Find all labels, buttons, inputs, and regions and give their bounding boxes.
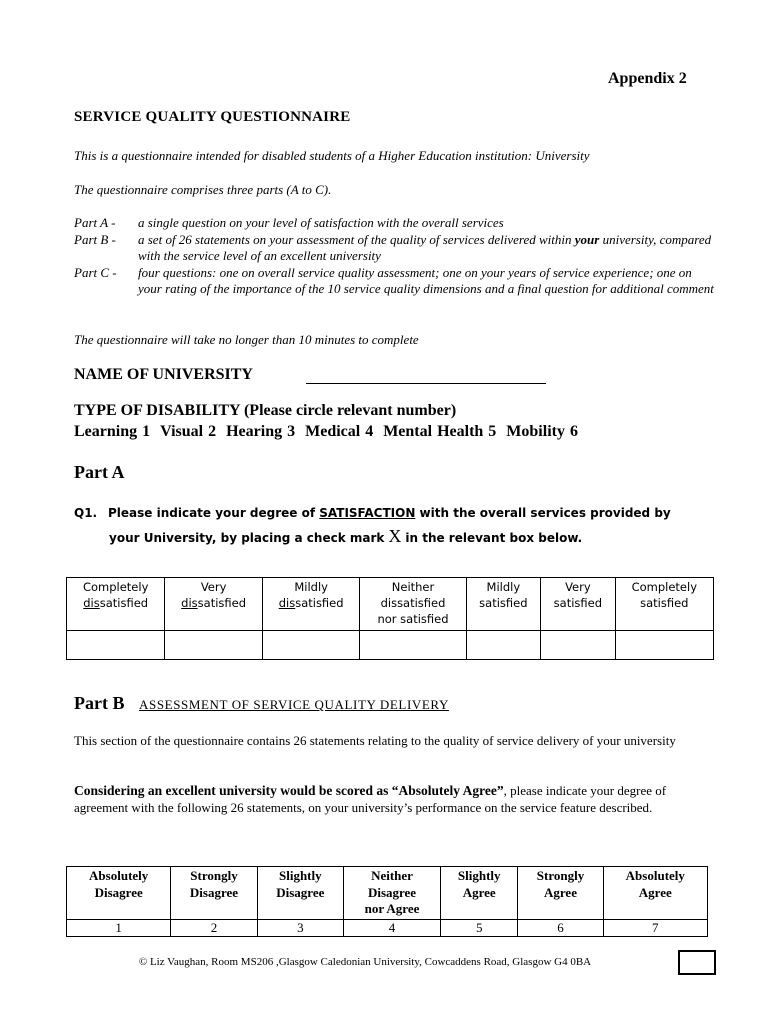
- part-b-label: Part B -: [74, 231, 116, 247]
- agreement-scale-table: [66, 866, 708, 937]
- satisfaction-header-row: [67, 578, 714, 631]
- part-c-label: Part C -: [74, 264, 117, 280]
- agreement-header-cell: [343, 867, 440, 920]
- agreement-values-row: [67, 919, 708, 936]
- satisfaction-answer-row: [67, 631, 714, 660]
- agree-1-line2: Disagree: [189, 884, 239, 900]
- satisfaction-header-cell: [67, 578, 165, 631]
- disability-option-visual[interactable]: Visual 2: [160, 423, 217, 440]
- agreement-header-row: [67, 867, 708, 920]
- satisfaction-header-cell: [262, 578, 360, 631]
- sat-3-line2: dissatisfied: [380, 596, 446, 610]
- agree-0-line1: Absolutely: [89, 868, 149, 883]
- agree-6-line2: Agree: [638, 884, 672, 900]
- agreement-value-cell: 4: [343, 919, 440, 936]
- satisfaction-checkbox-cell[interactable]: [541, 631, 616, 660]
- q1-text-before: Please indicate your degree of: [108, 506, 320, 520]
- agreement-header-cell: [257, 867, 343, 920]
- sat-1-line1: Very: [200, 580, 227, 594]
- satisfaction-checkbox-cell[interactable]: [360, 631, 466, 660]
- q1-line2-after: in the relevant box below.: [405, 531, 583, 545]
- agreement-value-cell: 2: [171, 919, 257, 936]
- part-c-text: [138, 265, 714, 298]
- sat-2-suffix: satisfied: [295, 596, 344, 610]
- part-b-instruction-rest: , please indicate your degree of agreement with the following 26 statements, on your university’s performance on the service feature described.: [74, 783, 667, 815]
- disability-option-learning[interactable]: Learning 1: [74, 423, 151, 440]
- part-b-instruction: [74, 783, 714, 816]
- agree-5-line2: Agree: [544, 884, 577, 900]
- q1-keyword: SATISFACTION: [319, 506, 416, 520]
- disability-option-mobility[interactable]: Mobility 6: [506, 423, 578, 440]
- sat-0-line1: Completely: [82, 580, 149, 594]
- satisfaction-checkbox-cell[interactable]: [165, 631, 263, 660]
- satisfaction-checkbox-cell[interactable]: [615, 631, 713, 660]
- sat-5-line2: satisfied: [553, 596, 603, 610]
- part-b-title: Part B: [74, 693, 125, 713]
- part-b-text-before: a set of 26 statements on your assessment of the quality of services delivered within: [138, 231, 575, 247]
- sat-2-underlined: dis: [278, 596, 296, 610]
- q1-line2-before: your University, by placing a check mark: [109, 531, 385, 545]
- sat-2-line2: [265, 595, 358, 611]
- disability-option-hearing[interactable]: Hearing 3: [226, 423, 296, 440]
- satisfaction-checkbox-cell[interactable]: [262, 631, 360, 660]
- agree-4-line2: Agree: [462, 884, 496, 900]
- agree-2-line2: Disagree: [276, 884, 325, 900]
- part-a-text: [138, 215, 714, 232]
- satisfaction-header-cell: [165, 578, 263, 631]
- agree-4-line1: Slightly: [457, 868, 501, 883]
- agreement-value-cell: 1: [67, 919, 171, 936]
- agreement-header-cell: [603, 867, 707, 920]
- agree-0-line2: Disagree: [94, 884, 143, 900]
- agreement-header-cell: [518, 867, 603, 920]
- sat-3-line1: Neither: [391, 580, 435, 594]
- part-c-text-body: four questions: one on overall service quality assessment; one on your years of service experience; one on your rating of the importance of the 10 service quality dimensions and a final question for additional comment: [138, 264, 714, 297]
- q1-check-mark: X: [388, 526, 402, 546]
- part-b-text: [138, 232, 714, 265]
- agree-2-line1: Slightly: [279, 868, 322, 883]
- sat-0-line2: [69, 595, 162, 611]
- agree-3-line2: Disagree: [367, 884, 417, 900]
- agree-3-line1: Neither: [371, 868, 413, 883]
- agreement-value-cell: 7: [603, 919, 707, 936]
- disability-option-mental-health[interactable]: Mental Health 5: [383, 423, 497, 440]
- satisfaction-checkbox-cell[interactable]: [67, 631, 165, 660]
- agreement-header-cell: [441, 867, 518, 920]
- footer: [0, 956, 768, 968]
- part-b-row: [74, 232, 714, 265]
- sat-1-line2: [167, 595, 260, 611]
- sat-4-line2: satisfied: [479, 596, 528, 610]
- disability-option-medical[interactable]: Medical 4: [305, 423, 374, 440]
- agreement-value-cell: 3: [257, 919, 343, 936]
- part-b-intro: This section of the questionnaire contains 26 statements relating to the quality of service delivery of your university: [74, 733, 676, 748]
- sat-1-underlined: dis: [181, 596, 198, 610]
- part-a-text-body: a single question on your level of satisfaction with the overall services: [138, 215, 504, 230]
- sat-0-underlined: dis: [83, 596, 100, 610]
- agree-1-line1: Strongly: [190, 868, 238, 883]
- footer-copyright: © Liz Vaughan, Room MS206 ,Glasgow Caledonian University, Cowcaddens Road, Glasgow G4 0BA: [138, 956, 592, 968]
- university-input-line[interactable]: [306, 383, 546, 384]
- agree-6-line1: Absolutely: [625, 868, 685, 883]
- agreement-header-cell: [171, 867, 257, 920]
- part-b-text-bold: your: [574, 231, 600, 247]
- satisfaction-header-cell: [615, 578, 713, 631]
- part-a-label: Part A -: [74, 215, 116, 230]
- satisfaction-header-cell: [541, 578, 616, 631]
- sat-4-line1: Mildly: [486, 580, 521, 594]
- q1-line-2: [109, 526, 582, 547]
- sat-5-line1: Very: [565, 580, 591, 594]
- q1-line-1: [74, 506, 671, 520]
- sat-2-line1: Mildly: [294, 580, 328, 594]
- sat-0-suffix: satisfied: [99, 596, 149, 610]
- part-b-instruction-bold: Considering an excellent university would be scored as “Absolutely Agree”: [74, 783, 504, 798]
- university-label: NAME OF UNIVERSITY: [74, 366, 253, 383]
- part-c-row: [74, 265, 714, 298]
- agreement-value-cell: 6: [518, 919, 603, 936]
- intro-comprises: The questionnaire comprises three parts (A to C).: [74, 182, 332, 197]
- page-title: SERVICE QUALITY QUESTIONNAIRE: [74, 109, 351, 125]
- agree-5-line1: Strongly: [536, 868, 585, 883]
- parts-list: [74, 215, 714, 298]
- part-a-row: [74, 215, 714, 232]
- sat-6-line1: Completely: [631, 580, 698, 594]
- page-number-box: [678, 950, 716, 975]
- appendix-label: Appendix 2: [608, 70, 687, 87]
- agree-3-line3: nor Agree: [364, 901, 420, 916]
- sat-3-line3: nor satisfied: [377, 612, 449, 626]
- sat-1-suffix: satisfied: [197, 596, 247, 610]
- satisfaction-checkbox-cell[interactable]: [466, 631, 541, 660]
- disability-title: TYPE OF DISABILITY (Please circle relevant number): [74, 402, 457, 419]
- part-a-title: Part A: [74, 462, 125, 482]
- disability-options: [74, 423, 588, 441]
- agreement-header-cell: [67, 867, 171, 920]
- q1-text-after: with the overall services provided by: [415, 506, 671, 520]
- sat-6-line2: satisfied: [640, 596, 689, 610]
- agreement-value-cell: 5: [441, 919, 518, 936]
- satisfaction-header-cell: [360, 578, 466, 631]
- satisfaction-header-cell: [466, 578, 541, 631]
- intro-duration: The questionnaire will take no longer than 10 minutes to complete: [74, 332, 419, 347]
- part-b-subtitle: ASSESSMENT OF SERVICE QUALITY DELIVERY: [139, 697, 449, 712]
- part-b-text-after: university, compared with the service level of an excellent university: [138, 231, 712, 264]
- satisfaction-table: [66, 577, 714, 660]
- intro-description: This is a questionnaire intended for disabled students of a Higher Education institution: University: [74, 148, 590, 163]
- q1-number: Q1.: [74, 506, 98, 520]
